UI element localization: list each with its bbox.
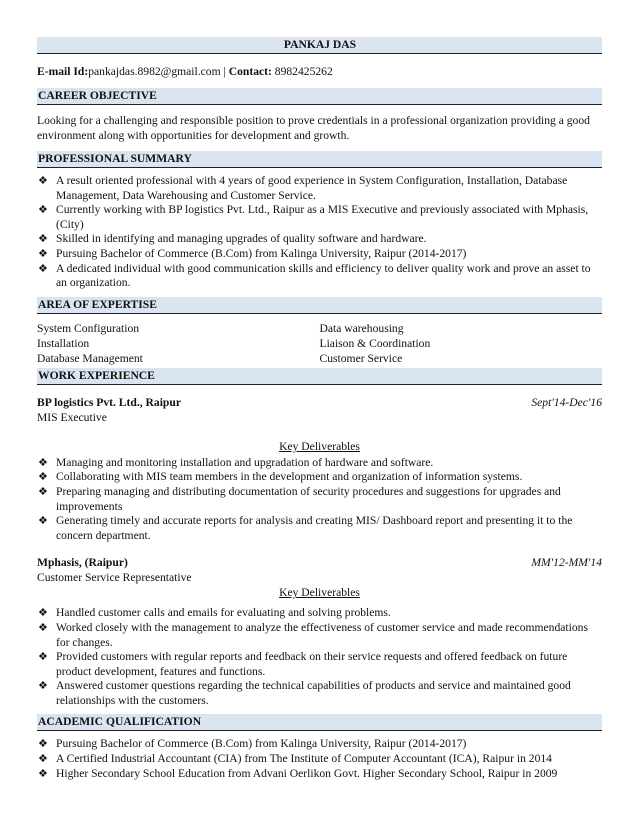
bullet-icon: ❖	[38, 233, 48, 246]
name-heading: PANKAJ DAS	[37, 37, 602, 54]
expertise-item: Database Management	[37, 351, 143, 365]
list-item: ❖ Higher Secondary School Education from Advani Oerlikon Govt. Higher Secondary School, Raipur in 2009	[38, 766, 558, 780]
key-deliverables-label: Key Deliverables	[279, 439, 360, 453]
list-item: ❖ A dedicated individual with good communication skills and efficiency to deliver quality work and prove an asset to an organization.	[38, 261, 591, 290]
job-dates: MM'12-MM'14	[531, 556, 602, 570]
expertise-item: Installation	[37, 336, 90, 350]
company-name: Mphasis, (Raipur)	[37, 556, 128, 570]
list-item: ❖ Answered customer questions regarding the technical capabilities of products and service and maintained good relationships with the customers.	[38, 679, 571, 707]
career-objective-heading: CAREER OBJECTIVE	[37, 88, 602, 105]
list-item: ❖ Pursuing Bachelor of Commerce (B.Com) from Kalinga University, Raipur (2014-2017)	[38, 246, 467, 260]
contact-line	[37, 64, 602, 79]
expertise-item: Data warehousing	[319, 321, 404, 335]
email-value: pankajdas.8982@gmail.com	[88, 65, 221, 78]
contact-separator: |	[220, 65, 229, 78]
job-dates: Sept'14-Dec'16	[531, 395, 602, 409]
bullet-icon: ❖	[38, 247, 48, 260]
list-item: ❖ Collaborating with MIS team members in the development and organization of information systems.	[38, 470, 523, 484]
list-item: ❖ Provided customers with regular reports and feedback on their service requests and offered feedback on future product development, features and functions.	[38, 650, 568, 678]
company-name: BP logistics Pvt. Ltd., Raipur	[37, 395, 181, 409]
work-experience-heading: WORK EXPERIENCE	[37, 368, 602, 385]
list-item: ❖ A result oriented professional with 4 years of good experience in System Configuration, Installation, Database Management, Data Warehousing and Customer Service.	[38, 174, 568, 202]
job-role: MIS Executive	[37, 410, 107, 424]
expertise-grid	[37, 321, 602, 366]
bullet-icon: ❖	[38, 515, 48, 528]
bullet-icon: ❖	[38, 651, 48, 664]
bullet-icon: ❖	[38, 767, 48, 780]
list-item: ❖ Managing and monitoring installation and upgradation of hardware and software.	[38, 455, 434, 469]
phone-value: 8982425262	[271, 65, 333, 78]
bullet-icon: ❖	[38, 456, 48, 469]
bullet-icon: ❖	[38, 485, 48, 498]
career-objective-text: Looking for a challenging and responsible position to prove credentials in a professional organization providing a good environment along with opportunities for development and growth.	[37, 114, 590, 142]
key-deliverables-label: Key Deliverables	[279, 586, 360, 600]
bullet-icon: ❖	[38, 175, 48, 187]
bullet-icon: ❖	[38, 471, 48, 484]
expertise-column-left	[37, 321, 320, 366]
professional-summary-list	[37, 174, 602, 291]
expertise-item: Customer Service	[319, 351, 403, 365]
list-item: ❖ Generating timely and accurate reports for analysis and creating MIS/ Dashboard report and presenting it to the concern department.	[38, 514, 573, 542]
list-item: ❖ Currently working with BP logistics Pvt. Ltd., Raipur as a MIS Executive and previously associated with Mphasis, (City)	[38, 203, 589, 231]
expertise-column-right	[320, 321, 603, 366]
bullet-icon: ❖	[38, 753, 48, 766]
expertise-item: System Configuration	[37, 321, 140, 335]
list-item: ❖ Worked closely with the management to analyze the effectiveness of customer service and made recommendations for changes.	[38, 620, 588, 649]
professional-summary-heading: PROFESSIONAL SUMMARY	[37, 151, 602, 168]
list-item: ❖ Pursuing Bachelor of Commerce (B.Com) from Kalinga University, Raipur (2014-2017)	[38, 737, 467, 751]
job-role: Customer Service Representative	[37, 571, 192, 585]
expertise-item: Liaison & Coordination	[319, 336, 431, 350]
bullet-icon: ❖	[38, 738, 48, 751]
email-label: E-mail Id:	[37, 65, 89, 78]
bullet-icon: ❖	[38, 680, 48, 693]
phone-label: Contact:	[228, 65, 272, 78]
deliverables-list	[37, 606, 602, 708]
bullet-icon: ❖	[38, 262, 48, 275]
academic-list	[37, 737, 602, 781]
bullet-icon: ❖	[38, 204, 48, 217]
job-header	[37, 395, 602, 410]
academic-qualification-heading: ACADEMIC QUALIFICATION	[37, 714, 602, 731]
deliverables-list	[37, 456, 602, 544]
area-of-expertise-heading: AREA OF EXPERTISE	[37, 297, 602, 314]
list-item: ❖ Skilled in identifying and managing upgrades of quality software and hardware.	[38, 232, 427, 246]
list-item: ❖ Preparing managing and distributing documentation of security procedures and suggestions for upgrades and improvements	[38, 484, 561, 513]
bullet-icon: ❖	[38, 607, 48, 620]
job-header	[37, 555, 602, 570]
bullet-icon: ❖	[38, 621, 48, 634]
resume-page	[37, 37, 602, 787]
list-item: ❖ A Certified Industrial Accountant (CIA) from The Institute of Computer Accountant (ICA), Raipur in 2014	[38, 752, 552, 766]
list-item: ❖ Handled customer calls and emails for evaluating and solving problems.	[38, 606, 391, 620]
